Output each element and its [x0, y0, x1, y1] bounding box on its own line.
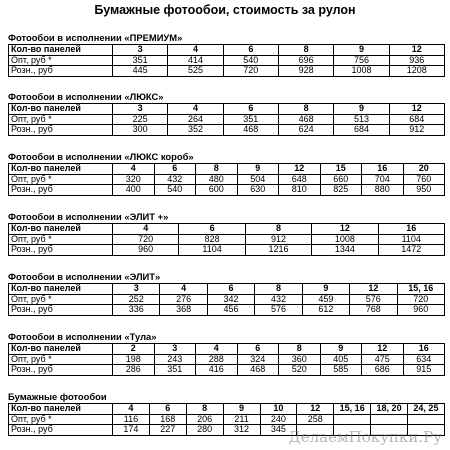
table-cell: 8 — [278, 104, 333, 115]
table-cell: 686 — [362, 365, 404, 376]
row-label: Опт, руб * — [9, 174, 113, 185]
table-cell: 1216 — [245, 245, 311, 256]
table-cell: 336 — [113, 305, 160, 316]
section-title: Фотообои в исполнении «ЭЛИТ +» — [8, 211, 169, 222]
row-label: Розн., руб — [9, 185, 113, 196]
table-cell: 600 — [196, 185, 238, 196]
table-cell: 936 — [389, 55, 444, 66]
table-cell: 264 — [168, 114, 223, 125]
table-cell: 288 — [196, 354, 238, 365]
row-label: Опт, руб * — [9, 354, 113, 365]
table-cell: 504 — [237, 174, 279, 185]
price-section — [8, 271, 444, 316]
price-table — [8, 44, 445, 77]
table-cell: 8 — [279, 344, 321, 355]
table-cell: 12 — [312, 224, 378, 235]
row-label: Кол-во панелей — [9, 104, 113, 115]
table-cell: 12 — [279, 164, 321, 175]
table-row — [9, 365, 445, 376]
price-section — [8, 331, 444, 376]
row-label: Розн., руб — [9, 245, 113, 256]
table-cell: 756 — [334, 55, 389, 66]
table-cell: 324 — [237, 354, 279, 365]
table-cell: 9 — [223, 404, 260, 415]
table-cell: 15 — [320, 164, 362, 175]
table-cell: 342 — [207, 294, 254, 305]
table-row — [9, 284, 445, 295]
table-cell — [371, 414, 408, 425]
row-label: Розн., руб — [9, 125, 113, 136]
table-cell — [334, 414, 371, 425]
table-cell: 24, 25 — [408, 404, 445, 415]
table-row — [9, 185, 445, 196]
table-cell: 880 — [362, 185, 404, 196]
table-cell: 468 — [278, 114, 333, 125]
table-cell: 720 — [397, 294, 444, 305]
table-cell: 1008 — [334, 66, 389, 77]
price-table — [8, 283, 445, 316]
table-cell: 16 — [378, 224, 444, 235]
table-row — [9, 344, 445, 355]
row-label: Опт, руб * — [9, 414, 113, 425]
table-cell: 2 — [113, 344, 155, 355]
table-cell: 360 — [279, 354, 321, 365]
table-cell: 168 — [149, 414, 186, 425]
table-cell: 468 — [223, 125, 278, 136]
table-row — [9, 224, 445, 235]
table-cell: 1008 — [312, 234, 378, 245]
table-row — [9, 164, 445, 175]
table-cell: 630 — [237, 185, 279, 196]
table-cell: 585 — [320, 365, 362, 376]
table-cell: 300 — [113, 125, 168, 136]
section-title: Фотообои в исполнении «ЛЮКС» — [8, 91, 164, 102]
table-cell: 540 — [154, 185, 196, 196]
table-cell: 3 — [113, 104, 168, 115]
table-cell: 286 — [113, 365, 155, 376]
row-label: Кол-во панелей — [9, 224, 113, 235]
price-section — [8, 91, 444, 136]
table-cell: 4 — [113, 164, 155, 175]
table-cell: 368 — [160, 305, 207, 316]
price-table — [8, 163, 445, 196]
table-row — [9, 414, 445, 425]
table-cell: 950 — [403, 185, 445, 196]
table-cell: 345 — [260, 425, 297, 436]
table-cell: 3 — [154, 344, 196, 355]
table-cell: 513 — [334, 114, 389, 125]
table-cell: 456 — [207, 305, 254, 316]
row-label: Опт, руб * — [9, 234, 113, 245]
table-cell: 240 — [260, 414, 297, 425]
table-cell: 174 — [113, 425, 150, 436]
table-cell: 520 — [279, 365, 321, 376]
table-cell: 4 — [113, 404, 150, 415]
table-cell: 459 — [302, 294, 349, 305]
table-cell: 475 — [362, 354, 404, 365]
row-label: Розн., руб — [9, 365, 113, 376]
table-cell: 810 — [279, 185, 321, 196]
table-cell: 624 — [278, 125, 333, 136]
watermark-text: ДелаемПокупки.Ру — [288, 428, 442, 446]
table-cell: 8 — [186, 404, 223, 415]
table-cell: 4 — [113, 224, 179, 235]
section-title: Фотообои в исполнении «Тула» — [8, 331, 157, 342]
table-cell: 8 — [255, 284, 302, 295]
table-cell: 16 — [362, 164, 404, 175]
table-cell: 227 — [149, 425, 186, 436]
table-cell: 15, 16 — [334, 404, 371, 415]
table-row — [9, 234, 445, 245]
table-cell: 1104 — [179, 245, 245, 256]
table-cell: 1104 — [378, 234, 444, 245]
table-cell: 576 — [350, 294, 397, 305]
table-cell: 206 — [186, 414, 223, 425]
table-cell: 445 — [113, 66, 168, 77]
table-cell: 480 — [196, 174, 238, 185]
price-section — [8, 211, 444, 256]
table-cell: 8 — [278, 45, 333, 56]
table-cell: 825 — [320, 185, 362, 196]
table-cell: 6 — [179, 224, 245, 235]
table-cell: 4 — [160, 284, 207, 295]
table-cell: 828 — [179, 234, 245, 245]
table-cell: 9 — [237, 164, 279, 175]
table-cell: 351 — [154, 365, 196, 376]
table-row — [9, 245, 445, 256]
table-cell: 6 — [223, 104, 278, 115]
table-cell: 18, 20 — [371, 404, 408, 415]
table-cell: 634 — [403, 354, 445, 365]
section-title: Фотообои в исполнении «ЭЛИТ» — [8, 271, 161, 282]
row-label: Кол-во панелей — [9, 344, 113, 355]
table-cell: 198 — [113, 354, 155, 365]
table-cell: 8 — [196, 164, 238, 175]
table-cell: 400 — [113, 185, 155, 196]
page-title: Бумажные фотообои, стоимость за рулон — [94, 3, 356, 17]
table-cell: 416 — [196, 365, 238, 376]
table-cell: 15, 16 — [397, 284, 444, 295]
table-cell: 351 — [113, 55, 168, 66]
price-table — [8, 223, 445, 256]
table-cell: 6 — [149, 404, 186, 415]
table-cell: 12 — [389, 104, 444, 115]
section-title: Фотообои в исполнении «ПРЕМИУМ» — [8, 32, 183, 43]
table-cell: 12 — [350, 284, 397, 295]
table-cell: 768 — [350, 305, 397, 316]
table-cell: 225 — [113, 114, 168, 125]
section-title: Фотообои в исполнении «ЛЮКС короб» — [8, 151, 194, 162]
table-cell: 20 — [403, 164, 445, 175]
table-cell: 414 — [168, 55, 223, 66]
table-cell: 704 — [362, 174, 404, 185]
table-cell: 9 — [334, 45, 389, 56]
table-cell: 960 — [397, 305, 444, 316]
row-label: Кол-во панелей — [9, 404, 113, 415]
table-cell: 468 — [237, 365, 279, 376]
section-title: Бумажные фотообои — [8, 391, 107, 402]
table-cell: 760 — [403, 174, 445, 185]
table-cell: 1208 — [389, 66, 444, 77]
table-cell: 9 — [302, 284, 349, 295]
table-cell: 280 — [186, 425, 223, 436]
table-cell: 258 — [297, 414, 334, 425]
table-row — [9, 45, 445, 56]
table-cell: 915 — [403, 365, 445, 376]
row-label: Кол-во панелей — [9, 45, 113, 56]
table-cell: 16 — [403, 344, 445, 355]
table-cell: 912 — [389, 125, 444, 136]
table-cell: 928 — [278, 66, 333, 77]
table-cell: 320 — [113, 174, 155, 185]
table-row — [9, 55, 445, 66]
table-row — [9, 66, 445, 77]
row-label: Розн., руб — [9, 305, 113, 316]
table-row — [9, 354, 445, 365]
table-cell: 432 — [154, 174, 196, 185]
table-cell: 612 — [302, 305, 349, 316]
table-cell: 6 — [154, 164, 196, 175]
table-cell — [408, 414, 445, 425]
table-row — [9, 305, 445, 316]
table-row — [9, 294, 445, 305]
table-row — [9, 125, 445, 136]
table-cell: 525 — [168, 66, 223, 77]
row-label: Опт, руб * — [9, 114, 113, 125]
table-cell: 4 — [168, 104, 223, 115]
table-cell: 12 — [297, 404, 334, 415]
table-row — [9, 404, 445, 415]
table-row — [9, 114, 445, 125]
table-cell: 720 — [223, 66, 278, 77]
row-label: Розн., руб — [9, 425, 113, 436]
table-cell: 4 — [168, 45, 223, 56]
price-table — [8, 103, 445, 136]
table-cell: 312 — [223, 425, 260, 436]
table-cell: 12 — [389, 45, 444, 56]
table-cell: 352 — [168, 125, 223, 136]
table-cell: 684 — [334, 125, 389, 136]
price-section — [8, 151, 444, 196]
table-cell: 540 — [223, 55, 278, 66]
table-cell: 576 — [255, 305, 302, 316]
table-cell: 648 — [279, 174, 321, 185]
table-cell: 116 — [113, 414, 150, 425]
row-label: Кол-во панелей — [9, 284, 113, 295]
table-cell: 12 — [362, 344, 404, 355]
table-cell: 6 — [237, 344, 279, 355]
price-table — [8, 343, 445, 376]
table-cell: 696 — [278, 55, 333, 66]
table-cell: 720 — [113, 234, 179, 245]
table-cell: 405 — [320, 354, 362, 365]
table-cell: 351 — [223, 114, 278, 125]
table-cell: 684 — [389, 114, 444, 125]
table-row — [9, 174, 445, 185]
table-cell: 912 — [245, 234, 311, 245]
table-row — [9, 104, 445, 115]
row-label: Опт, руб * — [9, 294, 113, 305]
row-label: Розн., руб — [9, 66, 113, 77]
table-cell: 276 — [160, 294, 207, 305]
table-cell: 8 — [245, 224, 311, 235]
row-label: Опт, руб * — [9, 55, 113, 66]
table-cell: 432 — [255, 294, 302, 305]
table-cell: 660 — [320, 174, 362, 185]
table-cell: 252 — [113, 294, 160, 305]
table-cell: 1344 — [312, 245, 378, 256]
table-cell: 3 — [113, 45, 168, 56]
table-cell: 960 — [113, 245, 179, 256]
table-cell: 4 — [196, 344, 238, 355]
table-cell: 1472 — [378, 245, 444, 256]
table-cell: 6 — [207, 284, 254, 295]
row-label: Кол-во панелей — [9, 164, 113, 175]
table-cell: 211 — [223, 414, 260, 425]
table-cell: 6 — [223, 45, 278, 56]
price-section — [8, 32, 444, 77]
table-cell: 9 — [334, 104, 389, 115]
table-cell: 243 — [154, 354, 196, 365]
table-cell: 10 — [260, 404, 297, 415]
table-cell: 3 — [113, 284, 160, 295]
table-cell: 9 — [320, 344, 362, 355]
